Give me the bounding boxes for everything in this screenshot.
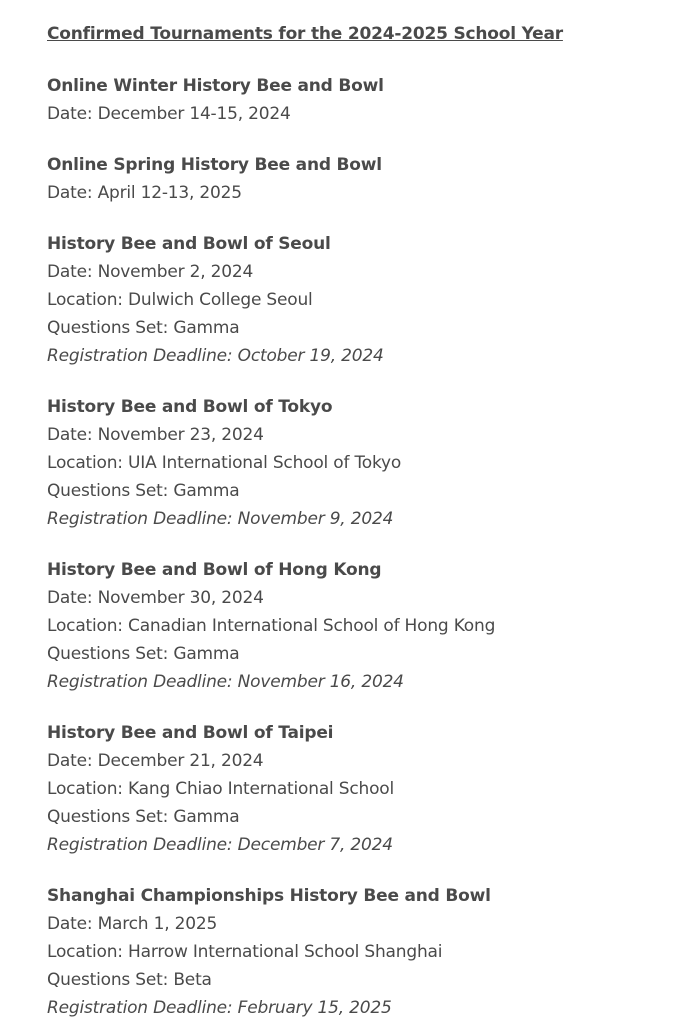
event-registration-deadline: Registration Deadline: November 16, 2024 <box>47 672 404 692</box>
event-location: Location: Harrow International School Shanghai <box>47 942 443 962</box>
event-questions-set: Questions Set: Beta <box>47 970 212 990</box>
event-registration-deadline: Registration Deadline: December 7, 2024 <box>47 835 393 855</box>
event-online-winter <box>47 72 683 128</box>
event-registration-deadline: Registration Deadline: October 19, 2024 <box>47 346 384 366</box>
event-date: Date: December 21, 2024 <box>47 751 264 771</box>
event-seoul <box>47 230 683 370</box>
event-name: History Bee and Bowl of Taipei <box>47 723 334 743</box>
event-questions-set: Questions Set: Gamma <box>47 481 240 501</box>
event-location: Location: Dulwich College Seoul <box>47 290 313 310</box>
event-date: Date: April 12-13, 2025 <box>47 183 242 203</box>
event-name: Online Winter History Bee and Bowl <box>47 76 384 96</box>
event-registration-deadline: Registration Deadline: November 9, 2024 <box>47 509 394 529</box>
event-name: Online Spring History Bee and Bowl <box>47 155 382 175</box>
event-date: Date: March 1, 2025 <box>47 914 218 934</box>
event-taipei <box>47 719 683 859</box>
event-online-spring <box>47 151 683 207</box>
event-name: History Bee and Bowl of Seoul <box>47 234 331 254</box>
page-title: Confirmed Tournaments for the 2024-2025 School Year <box>47 24 563 44</box>
event-date: Date: December 14-15, 2024 <box>47 104 291 124</box>
event-date: Date: November 2, 2024 <box>47 262 254 282</box>
event-name: Shanghai Championships History Bee and Bowl <box>47 886 491 906</box>
event-hong-kong <box>47 556 683 696</box>
event-tokyo <box>47 393 683 533</box>
event-registration-deadline: Registration Deadline: February 15, 2025 <box>47 998 392 1018</box>
event-questions-set: Questions Set: Gamma <box>47 644 240 664</box>
event-name: History Bee and Bowl of Hong Kong <box>47 560 382 580</box>
event-date: Date: November 30, 2024 <box>47 588 264 608</box>
event-date: Date: November 23, 2024 <box>47 425 264 445</box>
event-name: History Bee and Bowl of Tokyo <box>47 397 333 417</box>
event-questions-set: Questions Set: Gamma <box>47 807 240 827</box>
event-location: Location: Kang Chiao International School <box>47 779 394 799</box>
event-questions-set: Questions Set: Gamma <box>47 318 240 338</box>
event-shanghai <box>47 882 683 1022</box>
event-location: Location: UIA International School of Tokyo <box>47 453 402 473</box>
event-location: Location: Canadian International School of Hong Kong <box>47 616 496 636</box>
